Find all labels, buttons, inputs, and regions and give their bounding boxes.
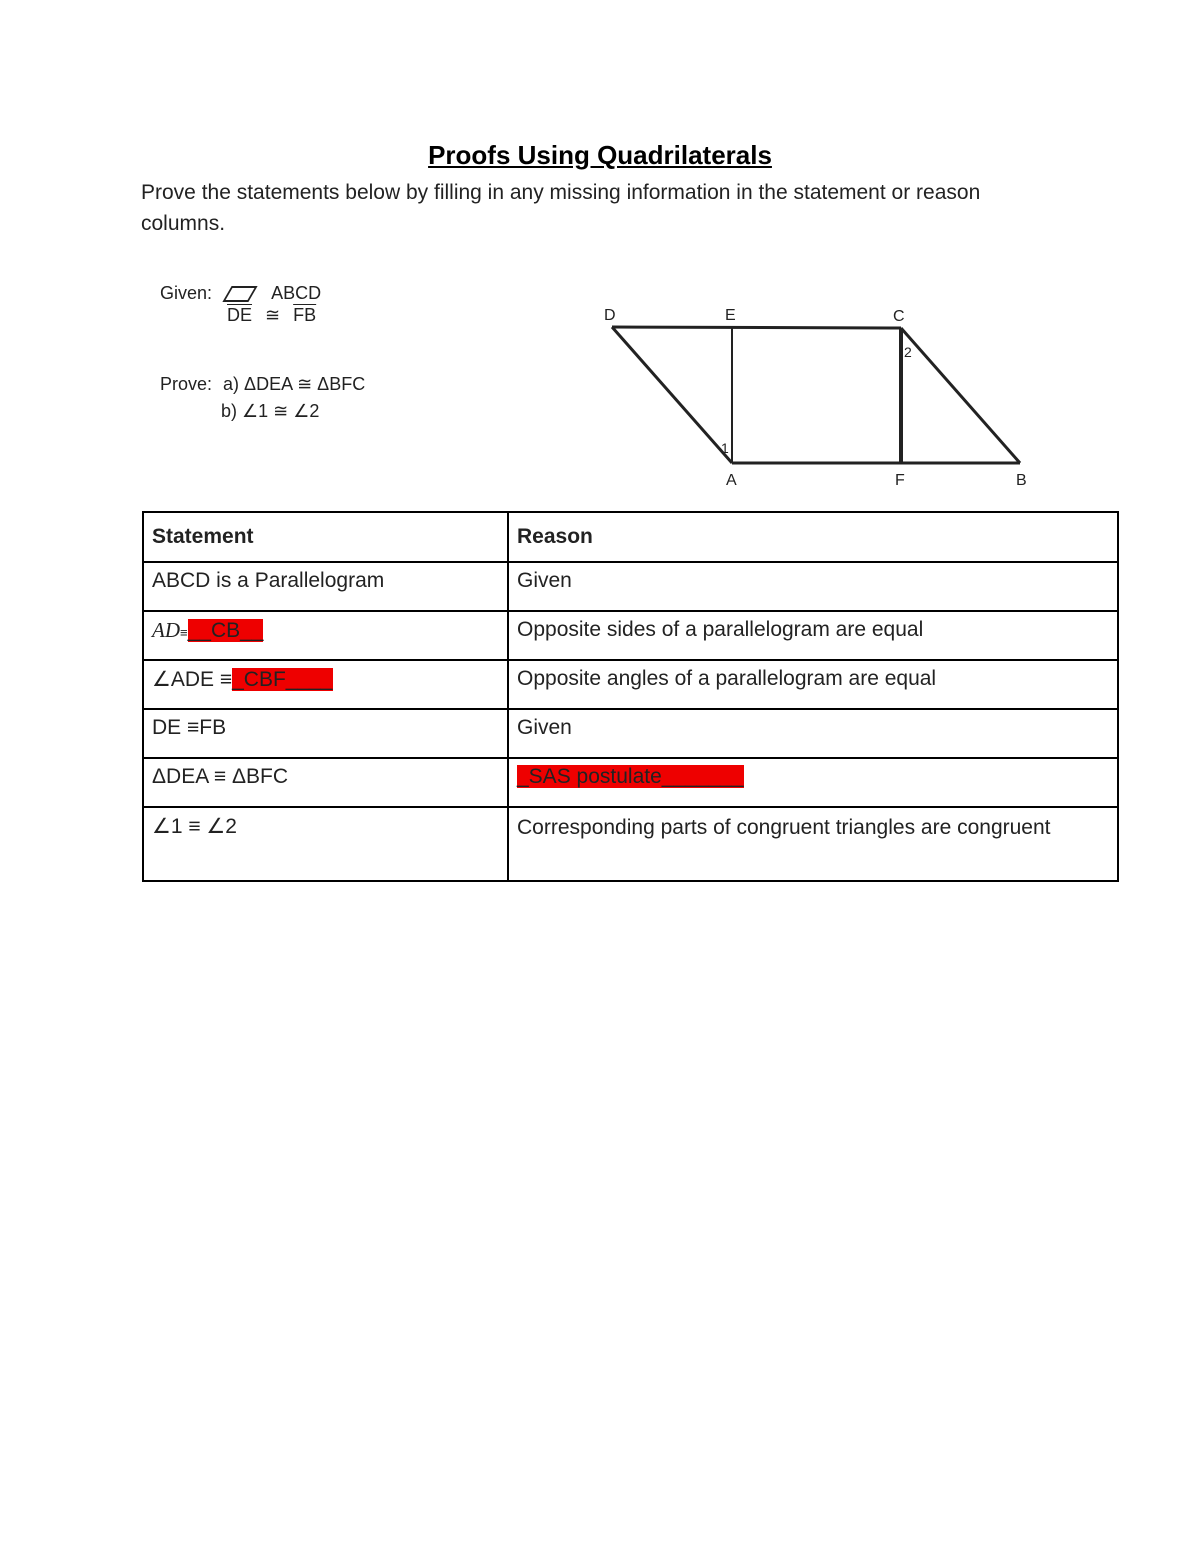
reason-cell: Given xyxy=(508,562,1118,611)
statement-cell: DE ≡FB xyxy=(143,709,508,758)
prove-label: Prove: xyxy=(160,374,213,394)
table-header-row xyxy=(143,512,1118,562)
header-reason: Reason xyxy=(508,512,1118,562)
table-row xyxy=(143,709,1118,758)
statement-prefix: ∠ADE ≡ xyxy=(152,668,233,691)
side-cb xyxy=(901,328,1020,463)
statement-cell: ABCD is a Parallelogram xyxy=(143,562,508,611)
page-title: Proofs Using Quadrilaterals xyxy=(428,140,772,170)
header-statement: Statement xyxy=(143,512,508,562)
statement-prefix: AD xyxy=(152,618,180,642)
label-angle-2: 2 xyxy=(904,344,912,360)
answer-fill: _CBF____ xyxy=(232,668,333,691)
congruent-symbol: ≡ xyxy=(180,625,188,640)
statement-cell: ΔDEA ≡ ΔBFC xyxy=(143,758,508,807)
parallelogram-figure xyxy=(590,300,1050,500)
proof-table xyxy=(142,511,1119,882)
answer-fill: _SAS postulate_______ xyxy=(517,765,744,788)
table-row xyxy=(143,660,1118,709)
label-a: A xyxy=(726,472,737,489)
table-row xyxy=(143,562,1118,611)
side-dc xyxy=(612,327,901,328)
reason-cell: Corresponding parts of congruent triangles are congruent xyxy=(508,807,1118,881)
answer-fill: __CB__ xyxy=(187,619,264,642)
table-row xyxy=(143,758,1118,807)
statement-cell xyxy=(143,611,508,660)
label-c: C xyxy=(893,308,905,325)
given-fb: $\overline{FB}$ xyxy=(293,305,317,325)
reason-cell xyxy=(508,758,1118,807)
reason-cell: Opposite sides of a parallelogram are equal xyxy=(508,611,1118,660)
congruent-symbol: ≅ xyxy=(265,305,281,325)
label-angle-1: 1 xyxy=(721,440,729,456)
label-f: F xyxy=(895,472,905,489)
instructions: Prove the statements below by filling in any missing information in the statement or reason columns. xyxy=(141,181,981,235)
table-row xyxy=(143,807,1118,881)
table-row xyxy=(143,611,1118,660)
prove-b: b) ∠1 ≅ ∠2 xyxy=(221,401,320,421)
statement-cell xyxy=(143,660,508,709)
label-d: D xyxy=(604,307,616,324)
reason-cell: Given xyxy=(508,709,1118,758)
statement-cell: ∠1 ≡ ∠2 xyxy=(143,807,508,881)
prove-a: a) ΔDEA ≅ ΔBFC xyxy=(223,374,366,394)
label-e: E xyxy=(725,307,736,324)
given-label: Given: xyxy=(160,283,213,303)
label-b: B xyxy=(1016,472,1027,489)
parallelogram-icon xyxy=(222,286,257,302)
given-abcd: ABCD xyxy=(271,283,322,303)
given-de: $\overline{DE}$ xyxy=(227,305,253,325)
reason-cell: Opposite angles of a parallelogram are equal xyxy=(508,660,1118,709)
side-da xyxy=(612,327,732,463)
